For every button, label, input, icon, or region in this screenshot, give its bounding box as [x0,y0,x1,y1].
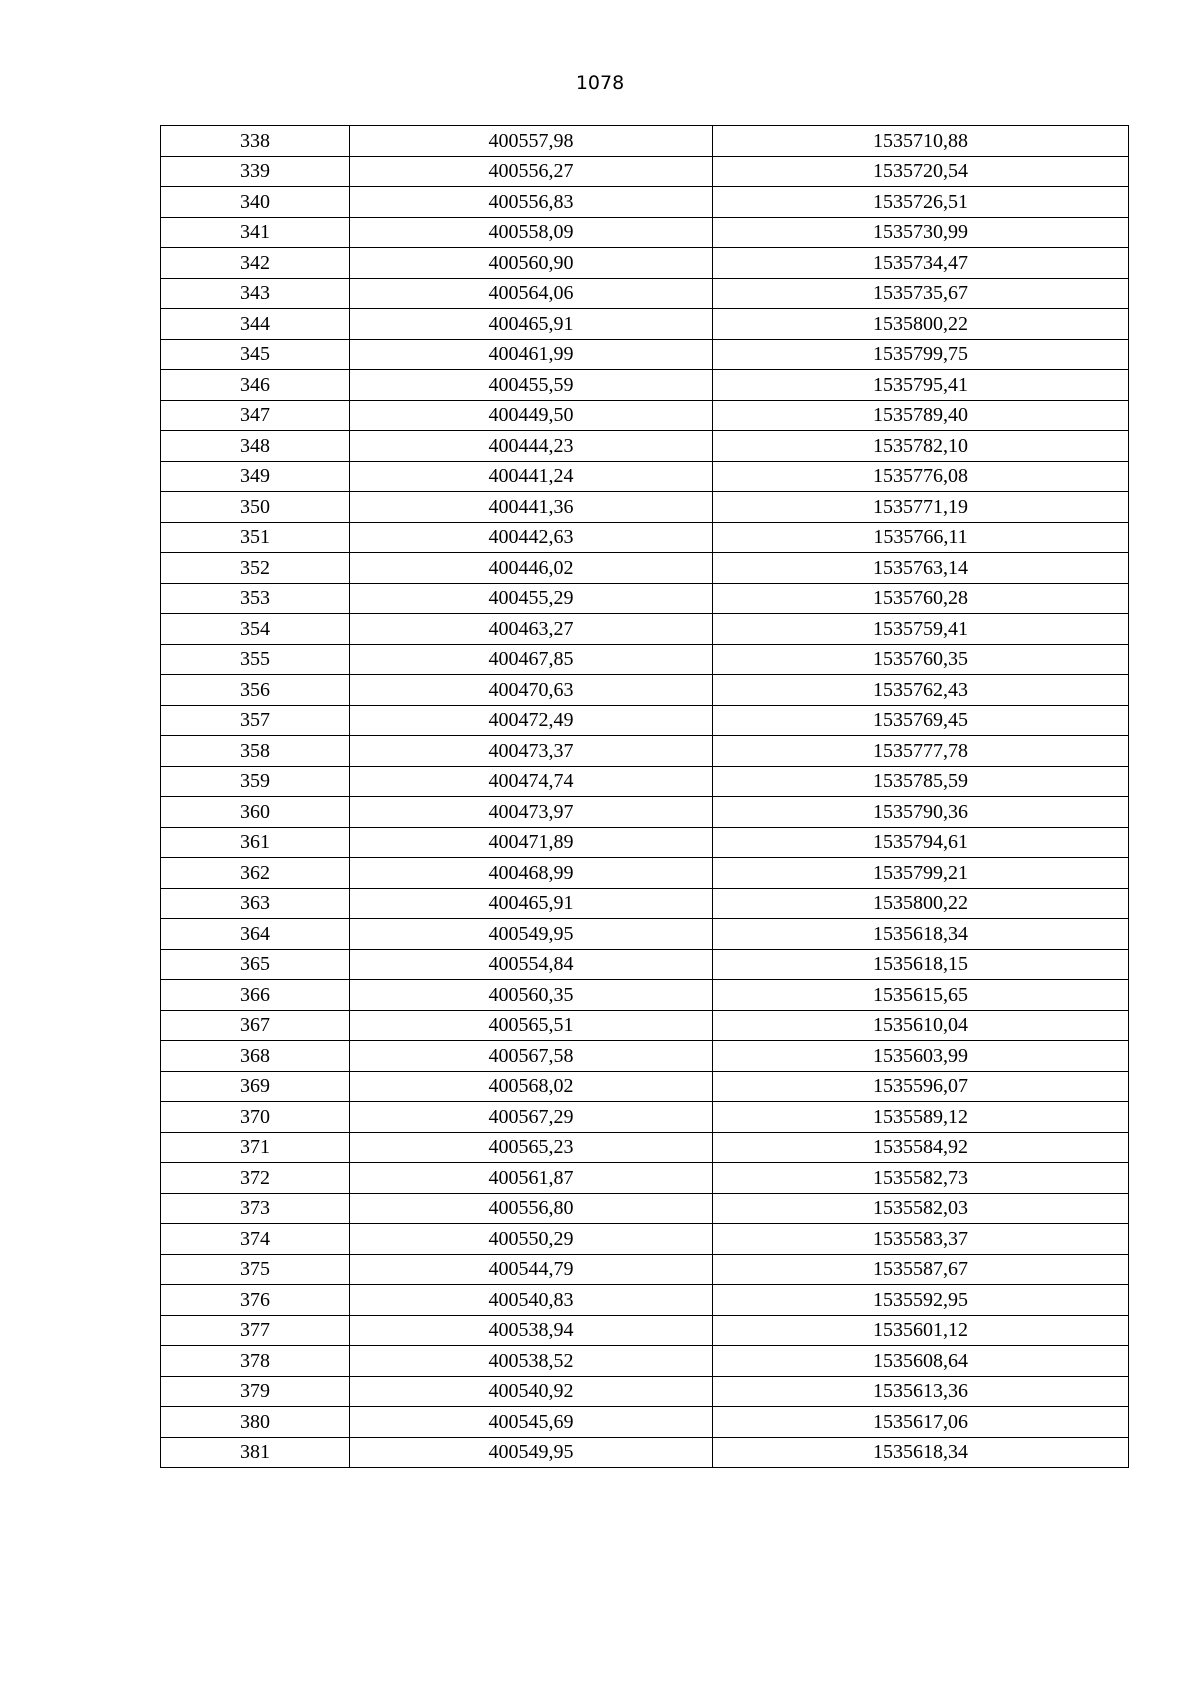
table-row [161,1071,1129,1102]
table-row [161,1102,1129,1133]
y-coordinate-cell: 1535785,59 [713,766,1129,797]
table-row [161,1041,1129,1072]
table-row [161,187,1129,218]
point-number-cell: 350 [161,492,350,523]
x-coordinate-cell: 400544,79 [350,1254,713,1285]
x-coordinate-cell: 400554,84 [350,949,713,980]
point-number-cell: 360 [161,797,350,828]
table-row [161,980,1129,1011]
x-coordinate-cell: 400560,35 [350,980,713,1011]
table-row [161,309,1129,340]
point-number-cell: 361 [161,827,350,858]
x-coordinate-cell: 400549,95 [350,1437,713,1468]
x-coordinate-cell: 400568,02 [350,1071,713,1102]
table-row [161,614,1129,645]
y-coordinate-cell: 1535582,03 [713,1193,1129,1224]
y-coordinate-cell: 1535618,34 [713,1437,1129,1468]
point-number-cell: 353 [161,583,350,614]
y-coordinate-cell: 1535603,99 [713,1041,1129,1072]
table-row [161,217,1129,248]
x-coordinate-cell: 400556,27 [350,156,713,187]
table-row [161,736,1129,767]
x-coordinate-cell: 400470,63 [350,675,713,706]
point-number-cell: 359 [161,766,350,797]
x-coordinate-cell: 400565,51 [350,1010,713,1041]
point-number-cell: 364 [161,919,350,950]
table-row [161,1407,1129,1438]
x-coordinate-cell: 400467,85 [350,644,713,675]
y-coordinate-cell: 1535766,11 [713,522,1129,553]
x-coordinate-cell: 400565,23 [350,1132,713,1163]
y-coordinate-cell: 1535760,35 [713,644,1129,675]
y-coordinate-cell: 1535587,67 [713,1254,1129,1285]
point-number-cell: 352 [161,553,350,584]
y-coordinate-cell: 1535734,47 [713,248,1129,279]
table-row [161,492,1129,523]
x-coordinate-cell: 400556,83 [350,187,713,218]
point-number-cell: 348 [161,431,350,462]
y-coordinate-cell: 1535584,92 [713,1132,1129,1163]
point-number-cell: 374 [161,1224,350,1255]
table-row [161,1315,1129,1346]
table-row [161,1376,1129,1407]
y-coordinate-cell: 1535592,95 [713,1285,1129,1316]
table-row [161,675,1129,706]
table-row [161,248,1129,279]
point-number-cell: 365 [161,949,350,980]
table-row [161,1224,1129,1255]
x-coordinate-cell: 400461,99 [350,339,713,370]
point-number-cell: 366 [161,980,350,1011]
y-coordinate-cell: 1535763,14 [713,553,1129,584]
x-coordinate-cell: 400446,02 [350,553,713,584]
y-coordinate-cell: 1535800,22 [713,888,1129,919]
y-coordinate-cell: 1535789,40 [713,400,1129,431]
y-coordinate-cell: 1535589,12 [713,1102,1129,1133]
point-number-cell: 378 [161,1346,350,1377]
point-number-cell: 358 [161,736,350,767]
point-number-cell: 362 [161,858,350,889]
point-number-cell: 370 [161,1102,350,1133]
table-row [161,583,1129,614]
y-coordinate-cell: 1535596,07 [713,1071,1129,1102]
y-coordinate-cell: 1535799,21 [713,858,1129,889]
table-row [161,1193,1129,1224]
x-coordinate-cell: 400471,89 [350,827,713,858]
point-number-cell: 344 [161,309,350,340]
table-row [161,126,1129,157]
point-number-cell: 346 [161,370,350,401]
x-coordinate-cell: 400465,91 [350,888,713,919]
x-coordinate-cell: 400449,50 [350,400,713,431]
x-coordinate-cell: 400444,23 [350,431,713,462]
point-number-cell: 347 [161,400,350,431]
point-number-cell: 381 [161,1437,350,1468]
y-coordinate-cell: 1535601,12 [713,1315,1129,1346]
table-row [161,1254,1129,1285]
x-coordinate-cell: 400540,83 [350,1285,713,1316]
y-coordinate-cell: 1535582,73 [713,1163,1129,1194]
table-row [161,522,1129,553]
y-coordinate-cell: 1535720,54 [713,156,1129,187]
y-coordinate-cell: 1535795,41 [713,370,1129,401]
table-row [161,553,1129,584]
table-row [161,797,1129,828]
table-row [161,431,1129,462]
x-coordinate-cell: 400561,87 [350,1163,713,1194]
point-number-cell: 376 [161,1285,350,1316]
x-coordinate-cell: 400549,95 [350,919,713,950]
x-coordinate-cell: 400545,69 [350,1407,713,1438]
point-number-cell: 372 [161,1163,350,1194]
point-number-cell: 363 [161,888,350,919]
point-number-cell: 341 [161,217,350,248]
x-coordinate-cell: 400564,06 [350,278,713,309]
x-coordinate-cell: 400540,92 [350,1376,713,1407]
x-coordinate-cell: 400463,27 [350,614,713,645]
table-row [161,766,1129,797]
table-row [161,400,1129,431]
page-number: 1078 [575,72,625,94]
x-coordinate-cell: 400455,59 [350,370,713,401]
point-number-cell: 357 [161,705,350,736]
x-coordinate-cell: 400558,09 [350,217,713,248]
y-coordinate-cell: 1535618,15 [713,949,1129,980]
point-number-cell: 351 [161,522,350,553]
table-row [161,1437,1129,1468]
point-number-cell: 342 [161,248,350,279]
y-coordinate-cell: 1535608,64 [713,1346,1129,1377]
point-number-cell: 354 [161,614,350,645]
point-number-cell: 340 [161,187,350,218]
point-number-cell: 343 [161,278,350,309]
y-coordinate-cell: 1535710,88 [713,126,1129,157]
point-number-cell: 380 [161,1407,350,1438]
y-coordinate-cell: 1535799,75 [713,339,1129,370]
y-coordinate-cell: 1535613,36 [713,1376,1129,1407]
table-row [161,1010,1129,1041]
table-row [161,1163,1129,1194]
table-row [161,156,1129,187]
table-row [161,705,1129,736]
table-row [161,339,1129,370]
y-coordinate-cell: 1535610,04 [713,1010,1129,1041]
x-coordinate-cell: 400473,37 [350,736,713,767]
y-coordinate-cell: 1535617,06 [713,1407,1129,1438]
x-coordinate-cell: 400473,97 [350,797,713,828]
point-number-cell: 349 [161,461,350,492]
coordinates-table [160,125,1129,1468]
x-coordinate-cell: 400442,63 [350,522,713,553]
x-coordinate-cell: 400550,29 [350,1224,713,1255]
y-coordinate-cell: 1535735,67 [713,278,1129,309]
table-row [161,461,1129,492]
table-row [161,278,1129,309]
x-coordinate-cell: 400560,90 [350,248,713,279]
point-number-cell: 367 [161,1010,350,1041]
point-number-cell: 377 [161,1315,350,1346]
point-number-cell: 355 [161,644,350,675]
table-row [161,1285,1129,1316]
x-coordinate-cell: 400567,29 [350,1102,713,1133]
y-coordinate-cell: 1535794,61 [713,827,1129,858]
y-coordinate-cell: 1535762,43 [713,675,1129,706]
x-coordinate-cell: 400538,52 [350,1346,713,1377]
x-coordinate-cell: 400538,94 [350,1315,713,1346]
table-row [161,949,1129,980]
point-number-cell: 356 [161,675,350,706]
y-coordinate-cell: 1535777,78 [713,736,1129,767]
point-number-cell: 375 [161,1254,350,1285]
x-coordinate-cell: 400557,98 [350,126,713,157]
y-coordinate-cell: 1535726,51 [713,187,1129,218]
y-coordinate-cell: 1535615,65 [713,980,1129,1011]
y-coordinate-cell: 1535776,08 [713,461,1129,492]
x-coordinate-cell: 400441,24 [350,461,713,492]
table-row [161,370,1129,401]
table-row [161,827,1129,858]
x-coordinate-cell: 400465,91 [350,309,713,340]
x-coordinate-cell: 400455,29 [350,583,713,614]
y-coordinate-cell: 1535782,10 [713,431,1129,462]
table-row [161,888,1129,919]
y-coordinate-cell: 1535790,36 [713,797,1129,828]
point-number-cell: 379 [161,1376,350,1407]
y-coordinate-cell: 1535618,34 [713,919,1129,950]
x-coordinate-cell: 400441,36 [350,492,713,523]
point-number-cell: 373 [161,1193,350,1224]
x-coordinate-cell: 400472,49 [350,705,713,736]
x-coordinate-cell: 400567,58 [350,1041,713,1072]
table-row [161,858,1129,889]
x-coordinate-cell: 400474,74 [350,766,713,797]
point-number-cell: 369 [161,1071,350,1102]
x-coordinate-cell: 400468,99 [350,858,713,889]
point-number-cell: 338 [161,126,350,157]
point-number-cell: 368 [161,1041,350,1072]
y-coordinate-cell: 1535583,37 [713,1224,1129,1255]
table-row [161,1132,1129,1163]
table-row [161,919,1129,950]
y-coordinate-cell: 1535730,99 [713,217,1129,248]
y-coordinate-cell: 1535769,45 [713,705,1129,736]
y-coordinate-cell: 1535800,22 [713,309,1129,340]
x-coordinate-cell: 400556,80 [350,1193,713,1224]
coordinates-table-body [161,126,1129,1468]
table-row [161,644,1129,675]
y-coordinate-cell: 1535759,41 [713,614,1129,645]
point-number-cell: 345 [161,339,350,370]
point-number-cell: 371 [161,1132,350,1163]
table-row [161,1346,1129,1377]
point-number-cell: 339 [161,156,350,187]
y-coordinate-cell: 1535771,19 [713,492,1129,523]
y-coordinate-cell: 1535760,28 [713,583,1129,614]
